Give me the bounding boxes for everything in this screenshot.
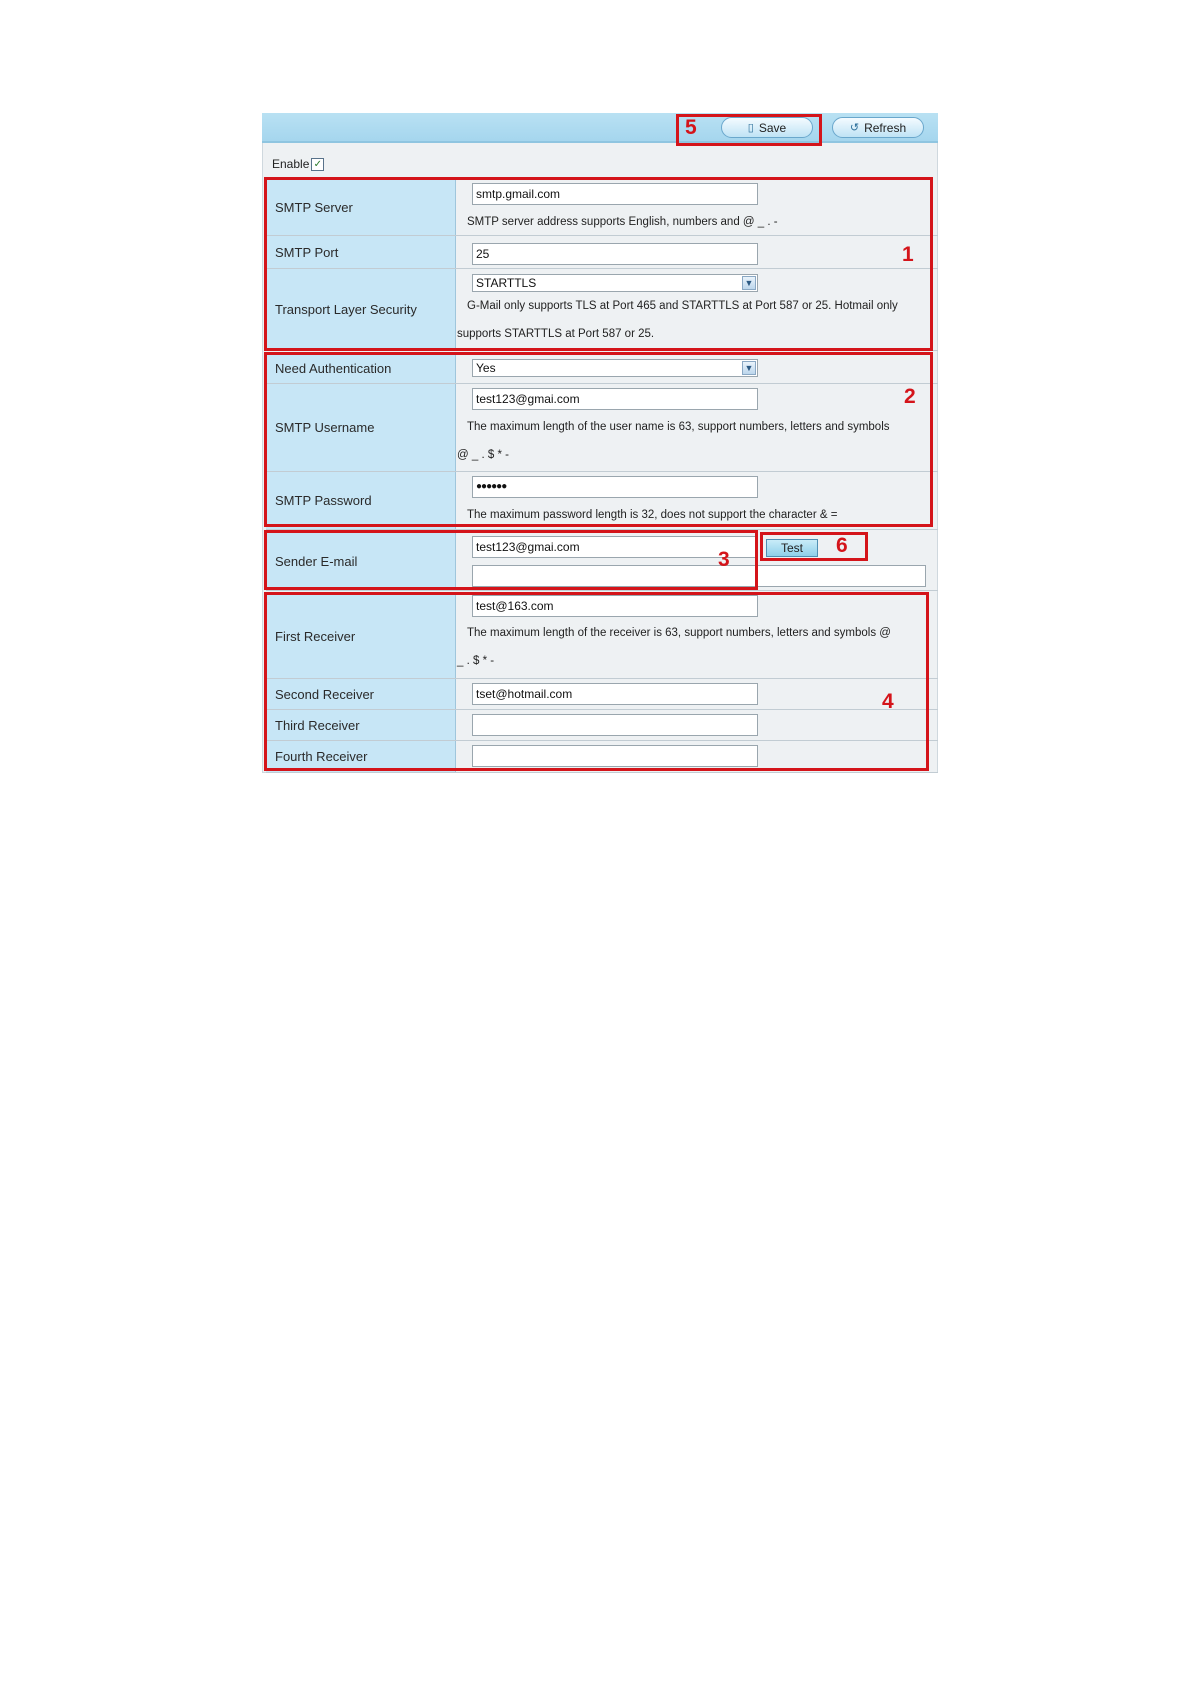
chevron-down-icon[interactable]: ▼ <box>742 361 756 375</box>
enable-label: Enable <box>272 157 310 171</box>
smtp-server-hint: SMTP server address supports English, numbers and @ _ . - <box>467 216 778 228</box>
refresh-button-label: Refresh <box>864 120 907 135</box>
callout-number-2: 2 <box>904 385 916 408</box>
save-icon: ▯ <box>747 122 754 134</box>
callout-box-2 <box>264 352 933 527</box>
smtp-port-input[interactable]: 25 <box>472 243 758 265</box>
chevron-down-icon[interactable]: ▼ <box>742 276 756 290</box>
sender-email-input[interactable]: test123@gmai.com <box>472 536 758 558</box>
smtp-username-hint-line1: The maximum length of the user name is 63, support numbers, letters and symbols <box>467 421 890 433</box>
first-receiver-hint-line2: _ . $ * - <box>457 655 495 667</box>
smtp-server-input[interactable]: smtp.gmail.com <box>472 183 758 205</box>
smtp-password-hint: The maximum password length is 32, does not support the character & = <box>467 509 838 521</box>
callout-number-1: 1 <box>902 243 914 266</box>
callout-number-4: 4 <box>882 690 894 713</box>
callout-number-5: 5 <box>685 116 697 139</box>
callout-box-6 <box>760 532 868 561</box>
first-receiver-hint-line1: The maximum length of the receiver is 63, support numbers, letters and symbols @ <box>467 627 891 639</box>
callout-box-1 <box>264 177 933 351</box>
enable-checkbox[interactable]: ✓ <box>311 158 324 171</box>
smtp-username-label: SMTP Username <box>266 384 456 471</box>
need-auth-label: Need Authentication <box>266 354 456 383</box>
tls-select-value: STARTTLS <box>476 276 537 290</box>
refresh-button[interactable] <box>832 117 924 138</box>
need-auth-select-value: Yes <box>476 361 496 375</box>
callout-number-3: 3 <box>718 548 730 571</box>
tls-hint-line2: supports STARTTLS at Port 587 or 25. <box>457 328 655 340</box>
tls-hint-line1: G-Mail only supports TLS at Port 465 and STARTTLS at Port 587 or 25. Hotmail only <box>467 300 898 312</box>
callout-box-4 <box>264 592 929 771</box>
tls-label: Transport Layer Security <box>266 269 456 350</box>
second-receiver-input[interactable]: tset@hotmail.com <box>472 683 758 705</box>
enable-option <box>272 157 324 171</box>
second-receiver-label: Second Receiver <box>266 679 456 709</box>
smtp-server-label: SMTP Server <box>266 179 456 235</box>
sender-email-label: Sender E-mail <box>266 532 456 590</box>
smtp-username-hint-line2: @ _ . $ * - <box>457 449 509 461</box>
callout-box-5 <box>676 114 822 146</box>
smtp-port-label: SMTP Port <box>266 236 456 268</box>
first-receiver-input[interactable]: test@163.com <box>472 595 758 617</box>
first-receiver-label: First Receiver <box>266 594 456 678</box>
smtp-password-label: SMTP Password <box>266 472 456 529</box>
test-button[interactable]: Test <box>766 539 818 557</box>
callout-box-3 <box>264 530 758 590</box>
refresh-icon: ↺ <box>849 122 860 134</box>
smtp-username-input[interactable]: test123@gmai.com <box>472 388 758 410</box>
fourth-receiver-label: Fourth Receiver <box>266 741 456 772</box>
toolbar <box>262 113 938 143</box>
save-button-label: Save <box>758 120 787 135</box>
smtp-password-input[interactable]: ●●●●●● <box>472 476 758 498</box>
callout-number-6: 6 <box>836 534 848 557</box>
third-receiver-label: Third Receiver <box>266 710 456 740</box>
